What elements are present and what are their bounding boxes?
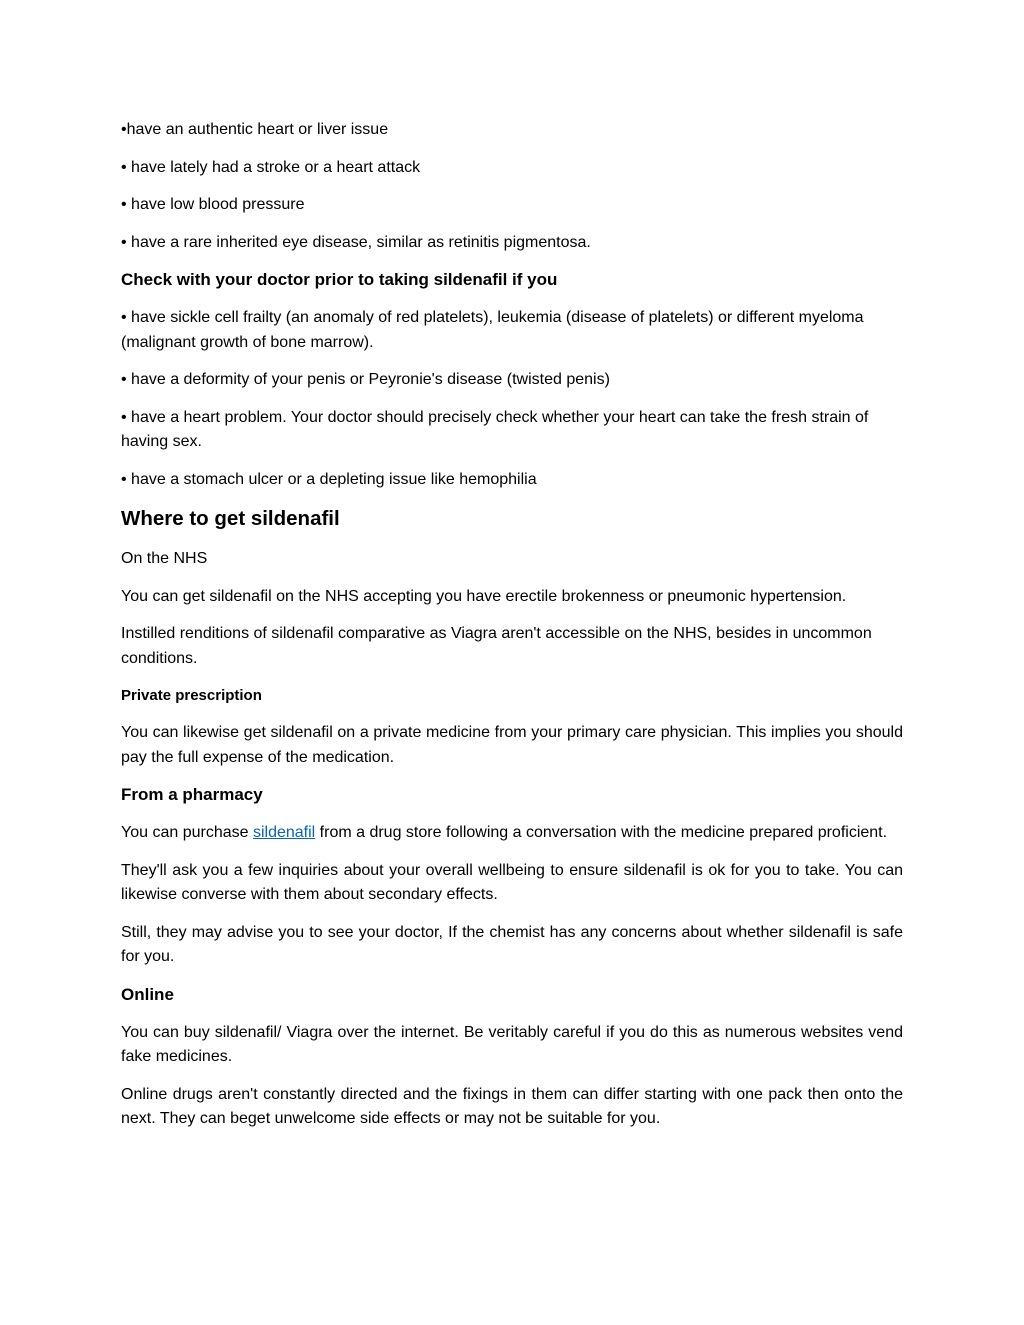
bullet-item: • have a deformity of your penis or Peyronie's disease (twisted penis) <box>121 371 610 388</box>
bullet-item: • have a stomach ulcer or a depleting issue like hemophilia <box>121 470 537 488</box>
pharmacy-heading: From a pharmacy <box>121 785 263 804</box>
check-heading: Check with your doctor prior to taking sildenafil if you <box>121 270 558 289</box>
online-heading: Online <box>121 984 174 1004</box>
online-paragraph-2: Online drugs aren't constantly directed and the fixings in them can differ starting with one pack then onto the next. They can beget unwelcome side effects or may not be suitable for you. <box>121 1085 903 1127</box>
bullet-item: • have low blood pressure <box>121 196 305 213</box>
nhs-label: On the NHS <box>121 550 208 567</box>
bullet-item: • have lately had a stroke or a heart attack <box>121 158 421 176</box>
online-paragraph-1: You can buy sildenafil/ Viagra over the internet. Be veritably careful if you do this as numerous websites vend fake medicines. <box>121 1023 903 1065</box>
bullet-item: •have an authentic heart or liver issue <box>121 121 389 138</box>
pharmacy-paragraph-1 <box>121 821 903 846</box>
where-heading: Where to get sildenafil <box>121 507 340 530</box>
bullet-item: • have sickle cell frailty (an anomaly of red platelets), leukemia (disease of platelets) or different myeloma (malignant growth of bone marrow). <box>121 309 864 351</box>
nhs-paragraph-2: Instilled renditions of sildenafil comparative as Viagra aren't accessible on the NHS, besides in uncommon conditions. <box>121 625 872 667</box>
private-heading: Private prescription <box>121 687 262 704</box>
nhs-paragraph-1: You can get sildenafil on the NHS accepting you have erectile brokenness or pneumonic hypertension. <box>121 587 847 605</box>
sildenafil-link[interactable]: sildenafil <box>252 824 316 841</box>
document-page <box>121 118 903 1145</box>
bullet-item: • have a rare inherited eye disease, similar as retinitis pigmentosa. <box>121 233 591 251</box>
pharmacy-paragraph-2: They'll ask you a few inquiries about your overall wellbeing to ensure sildenafil is ok for you to take. You can likewise converse with them about secondary effects. <box>121 861 903 903</box>
pharmacy-paragraph-3: Still, they may advise you to see your doctor, If the chemist has any concerns about whether sildenafil is safe for you. <box>121 923 903 965</box>
bullet-item: • have a heart problem. Your doctor should precisely check whether your heart can take the fresh strain of having sex. <box>121 408 869 450</box>
pharmacy-text-before: You can purchase <box>121 824 253 841</box>
private-paragraph: You can likewise get sildenafil on a private medicine from your primary care physician. This implies you should pay the full expense of the medication. <box>121 724 903 766</box>
pharmacy-text-after: from a drug store following a conversation with the medicine prepared proficient. <box>315 824 888 841</box>
